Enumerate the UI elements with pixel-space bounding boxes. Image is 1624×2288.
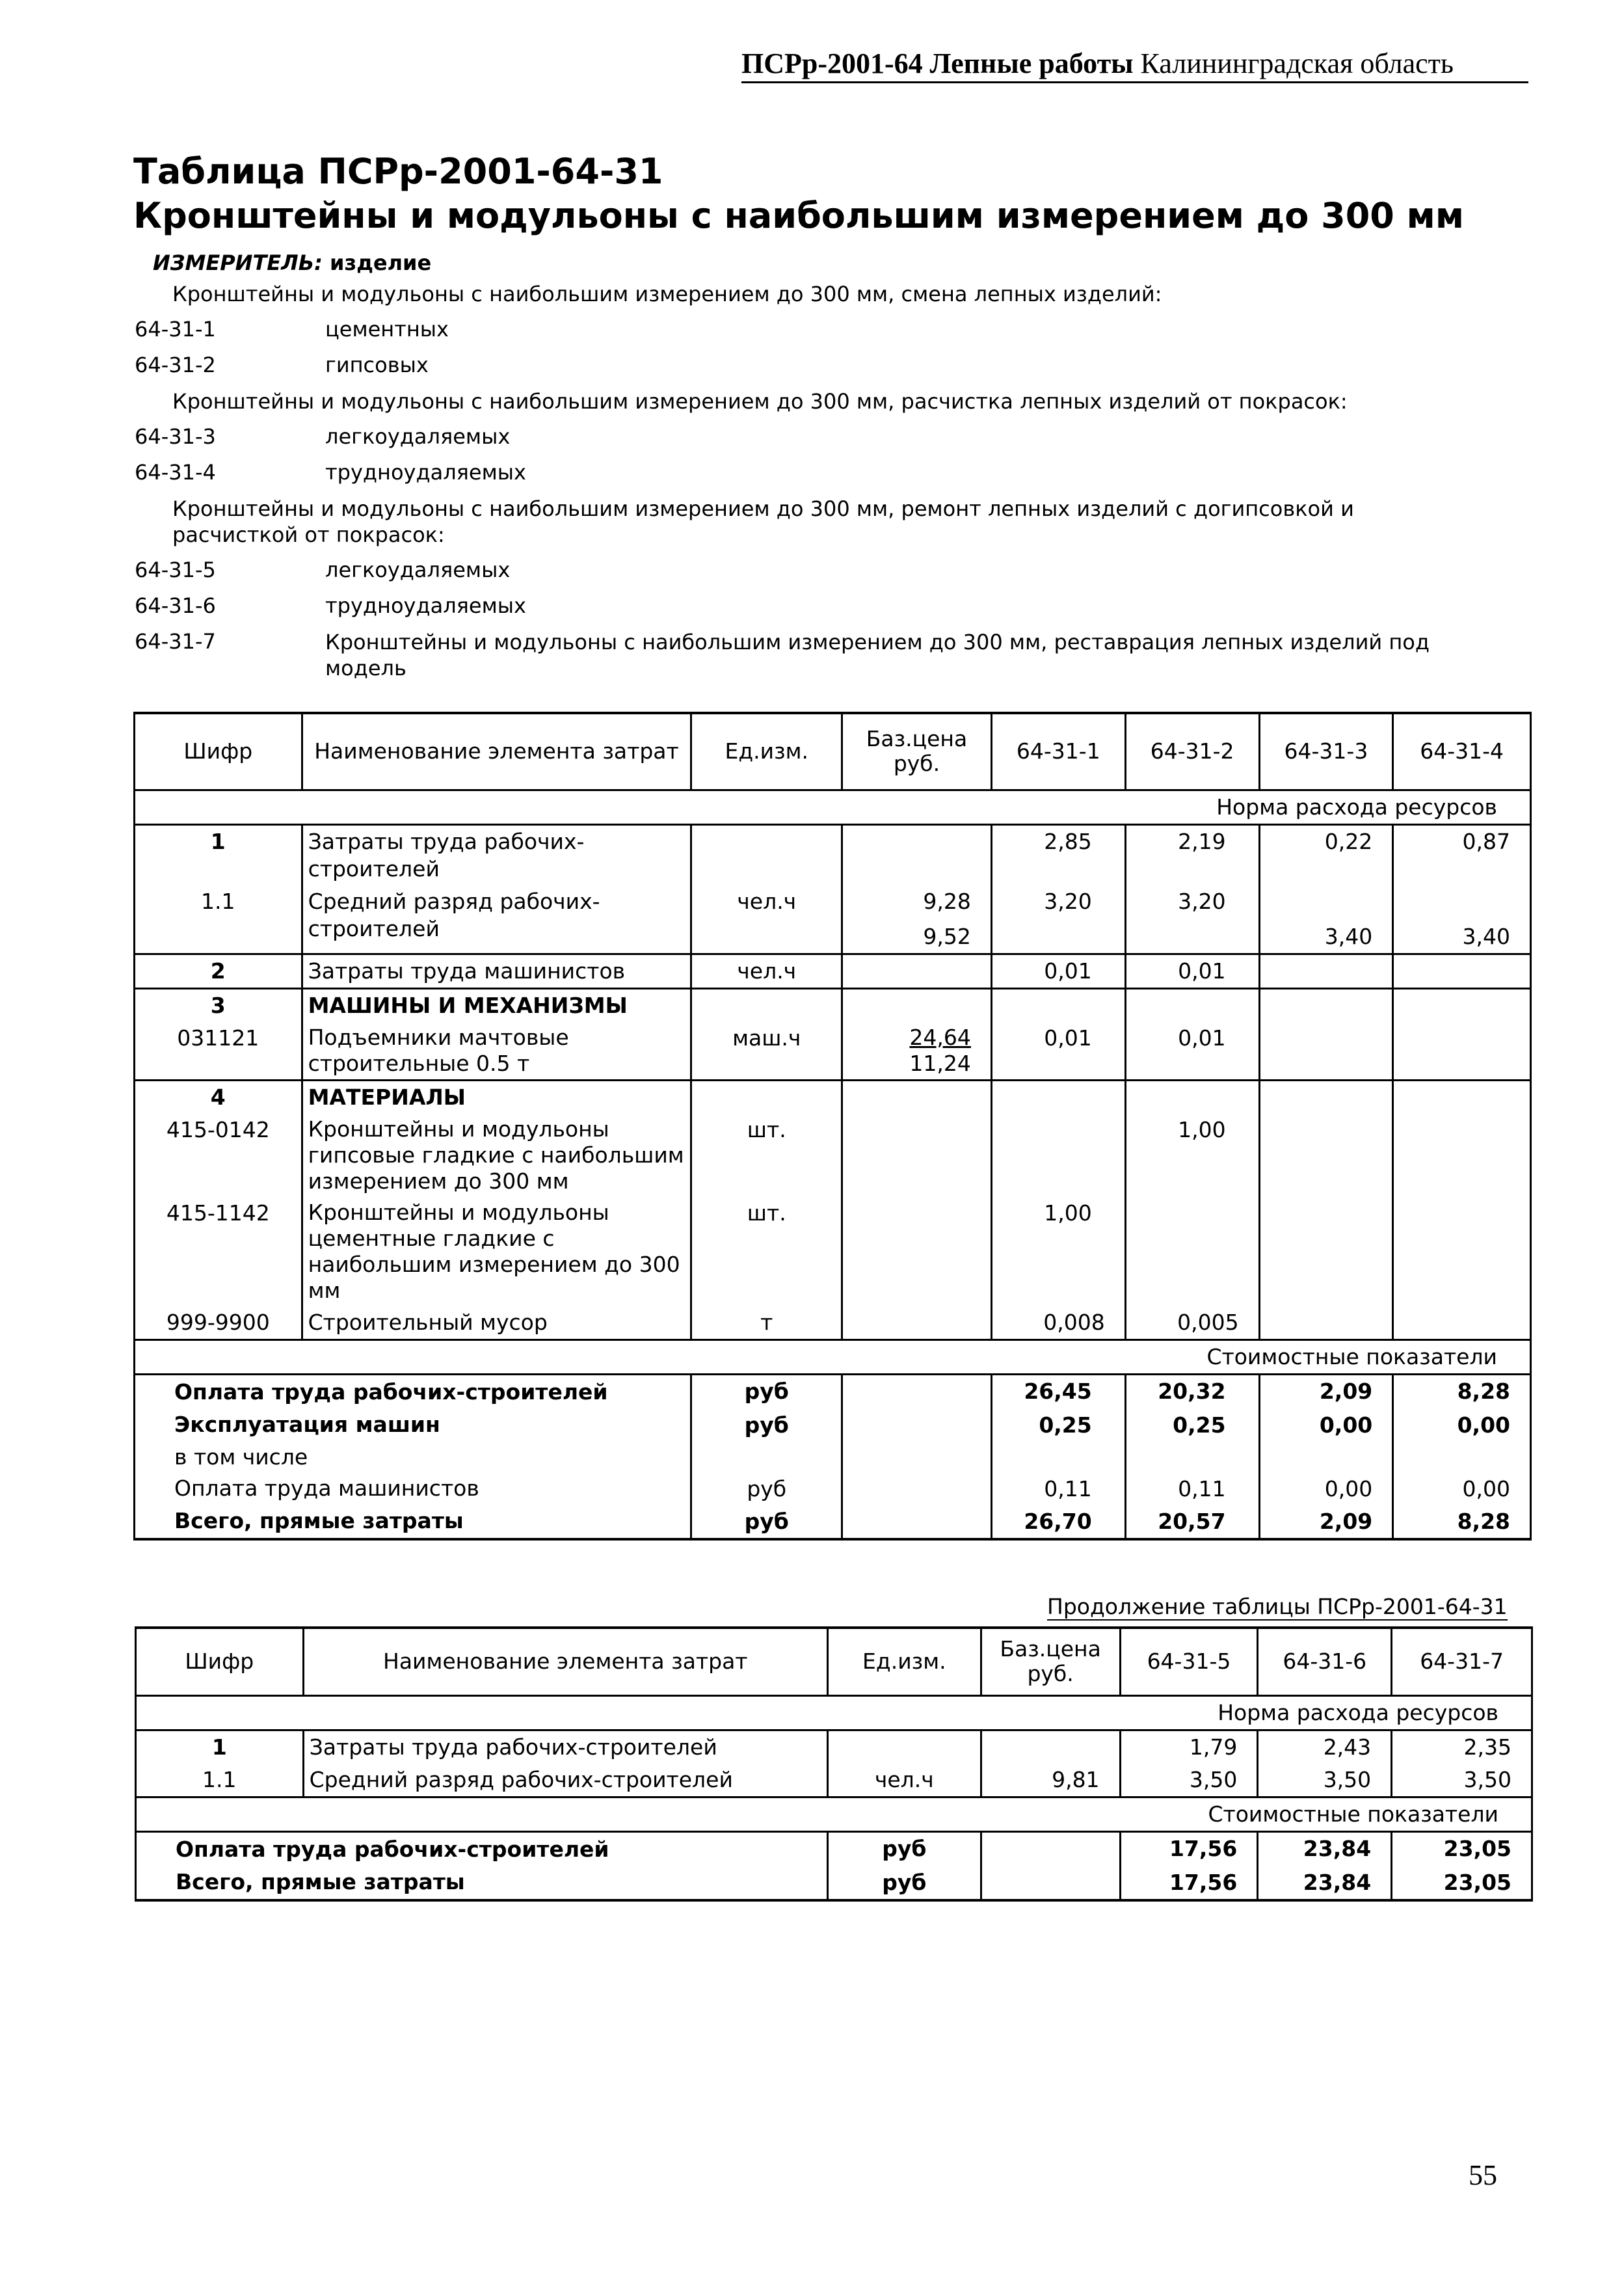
row-value: 3,50 [1392,1764,1532,1797]
item-name: Кронштейны и модульоны с наибольшим измерением до 300 мм, реставрация лепных изделий под модель [325,630,1430,680]
header-unit: Ед.изм. [827,1628,981,1695]
row-value: 3,40 [1259,885,1393,954]
row-value: 1,79 [1120,1730,1258,1764]
item-name: гипсовых [325,353,429,377]
item-code: 64-31-2 [135,353,216,377]
row-value: 0,01 [991,954,1125,988]
table-row [135,1197,1531,1306]
cost-value: 2,09 [1259,1505,1393,1539]
cost-row [135,1409,1531,1442]
header-region: Калининградская область [1140,47,1454,79]
header-section: Лепные работы [929,47,1134,79]
row-name: Затраты труда рабочих-строителей [302,824,691,885]
cost-value: 23,05 [1392,1866,1532,1900]
row-code: 1 [135,824,302,885]
group-description-3: Кронштейны и модульоны с наибольшим измерением до 300 мм, ремонт лепных изделий с догипсовкой и расчисткой от покрасок: [172,496,1354,547]
cost-value: 0,11 [1125,1473,1259,1505]
cost-value: 0,11 [991,1473,1125,1505]
row-name: МАТЕРИАЛЫ [302,1080,691,1114]
row-code: 3 [135,988,302,1022]
row-name: Затраты труда машинистов [302,954,691,988]
table-row [135,954,1531,988]
cost-row [135,1442,1531,1473]
cost-value: 26,70 [991,1505,1125,1539]
measure-label: ИЗМЕРИТЕЛЬ: [153,250,323,275]
table-row [135,988,1531,1022]
cost-row [135,1473,1531,1505]
header-price: Баз.цена руб. [981,1628,1120,1695]
page-number: 55 [1469,2159,1497,2191]
table-row [136,1764,1532,1797]
row-code: 415-1142 [135,1197,302,1306]
row-value: 0,22 [1259,824,1393,885]
cost-label: Стоимостные показатели [135,1339,1531,1374]
cost-value: 26,45 [991,1374,1125,1409]
row-value: 0,008 [991,1306,1125,1340]
row-value: 0,005 [1125,1306,1259,1340]
cost-name: Оплата труда рабочих-строителей [136,1831,828,1866]
continuation-label: Продолжение таблицы ПСРр-2001-64-31 [1047,1594,1508,1619]
price-value: 9,52 [923,923,971,949]
cost-value: 0,00 [1259,1409,1393,1442]
row-name: Кронштейны и модульоны гипсовые гладкие с наибольшим измерением до 300 мм [302,1114,691,1197]
cost-value: 20,32 [1125,1374,1259,1409]
price-value: 11,24 [909,1050,971,1076]
row-name: Средний разряд рабочих-строителей [303,1764,827,1797]
cost-label-row [136,1797,1532,1831]
row-value: 3,20 [1125,885,1259,954]
row-value: 0,87 [1393,824,1531,885]
row-value: 2,35 [1392,1730,1532,1764]
item-code: 64-31-1 [135,317,216,342]
group-description-2: Кронштейны и модульоны с наибольшим измерением до 300 мм, расчистка лепных изделий от покрасок: [172,389,1348,414]
table-row [135,1114,1531,1197]
cost-name: Всего, прямые затраты [136,1866,828,1900]
header-name: Наименование элемента затрат [303,1628,827,1695]
row-price [842,954,992,988]
table-subtitle: Кронштейны и модульоны с наибольшим измерением до 300 мм [133,195,1464,236]
cost-value: 8,28 [1393,1374,1531,1409]
row-value: 3,50 [1120,1764,1258,1797]
header-col: 64-31-4 [1393,713,1531,790]
row-code: 4 [135,1080,302,1114]
row-unit: т [691,1306,842,1340]
item-name: цементных [325,317,449,342]
table-header-row [136,1628,1532,1695]
table-header-row [135,713,1531,790]
cost-value: 17,56 [1120,1831,1258,1866]
cost-value: 23,05 [1392,1831,1532,1866]
row-unit: маш.ч [691,1022,842,1081]
cost-unit: руб [691,1505,842,1539]
row-price: 9,81 [981,1764,1120,1797]
norm-label-row [136,1695,1532,1730]
item-code: 64-31-3 [135,424,216,449]
row-code: 031121 [135,1022,302,1081]
cost-value: 0,25 [991,1409,1125,1442]
row-value: 3,50 [1258,1764,1392,1797]
row-unit: шт. [691,1114,842,1197]
table-row [135,885,1531,954]
cost-name: в том числе [135,1442,691,1473]
cost-value: 0,00 [1393,1473,1531,1505]
cost-value: 8,28 [1393,1505,1531,1539]
item-code: 64-31-6 [135,593,216,618]
running-header [741,47,1528,83]
cost-row [135,1505,1531,1539]
cost-label-row [135,1339,1531,1374]
row-name: Кронштейны и модульоны цементные гладкие с наибольшим измерением до 300 мм [302,1197,691,1306]
measure-value: изделие [330,250,432,275]
row-code: 1.1 [135,885,302,954]
cost-unit: руб [691,1409,842,1442]
header-code: ПСРр-2001-64 [741,47,923,79]
row-value [1393,954,1531,988]
cost-value: 20,57 [1125,1505,1259,1539]
row-code: 1 [136,1730,304,1764]
header-col: 64-31-1 [991,713,1125,790]
price-value: 24,64 [909,1024,971,1050]
row-value: 2,19 [1125,824,1259,885]
header-name: Наименование элемента затрат [302,713,691,790]
header-col: 64-31-2 [1125,713,1259,790]
cost-unit: руб [827,1831,981,1866]
cost-value: 0,00 [1393,1409,1531,1442]
measure-line [153,250,431,275]
cost-name: Эксплуатация машин [135,1409,691,1442]
row-value: 0,01 [1125,954,1259,988]
cost-unit: руб [691,1374,842,1409]
row-value: 1,00 [1125,1114,1259,1197]
cost-value: 23,84 [1258,1831,1392,1866]
header-col: 64-31-3 [1259,713,1393,790]
row-code: 1.1 [136,1764,304,1797]
header-col: 64-31-5 [1120,1628,1258,1695]
item-code: 64-31-7 [135,629,216,654]
header-unit: Ед.изм. [691,713,842,790]
row-code: 2 [135,954,302,988]
row-unit: чел.ч [691,885,842,954]
row-price [842,824,992,885]
cost-row [136,1866,1532,1900]
cost-value: 0,00 [1259,1473,1393,1505]
cost-value: 17,56 [1120,1866,1258,1900]
header-col: 64-31-7 [1392,1628,1532,1695]
row-name: Строительный мусор [302,1306,691,1340]
row-value: 1,00 [991,1197,1125,1306]
table-title: Таблица ПСРр-2001-64-31 [133,151,663,192]
cost-unit: руб [827,1866,981,1900]
row-name: Средний разряд рабочих-строителей [302,885,691,954]
row-name: Затраты труда рабочих-строителей [303,1730,827,1764]
norm-label-row [135,790,1531,824]
row-unit: чел.ч [827,1764,981,1797]
row-unit: чел.ч [691,954,842,988]
table-row [135,824,1531,885]
price-value: 9,28 [923,888,971,914]
table-row [135,1080,1531,1114]
row-value: 3,40 [1393,885,1531,954]
row-price [842,1022,992,1081]
row-value: 0,01 [991,1022,1125,1081]
item-name: трудноудаляемых [325,460,526,485]
cost-value: 2,09 [1259,1374,1393,1409]
item-code: 64-31-4 [135,460,216,485]
item-name: легкоудаляемых [325,558,511,582]
resource-table-main [133,712,1532,1541]
row-unit: шт. [691,1197,842,1306]
item-name: трудноудаляемых [325,593,526,618]
cost-row [135,1374,1531,1409]
group-description-1: Кронштейны и модульоны с наибольшим измерением до 300 мм, смена лепных изделий: [172,282,1162,306]
header-col: 64-31-6 [1258,1628,1392,1695]
cost-value: 0,25 [1125,1409,1259,1442]
row-price [842,885,992,954]
resource-table-continuation [135,1626,1533,1902]
row-code: 999-9900 [135,1306,302,1340]
cost-value: 23,84 [1258,1866,1392,1900]
cost-name: Оплата труда рабочих-строителей [135,1374,691,1409]
row-unit [691,824,842,885]
row-value: 2,43 [1258,1730,1392,1764]
row-value: 2,85 [991,824,1125,885]
cost-name: Всего, прямые затраты [135,1505,691,1539]
row-name: МАШИНЫ И МЕХАНИЗМЫ [302,988,691,1022]
cost-name: Оплата труда машинистов [135,1473,691,1505]
row-value: 0,01 [1125,1022,1259,1081]
row-value [1259,954,1393,988]
header-price: Баз.цена руб. [842,713,992,790]
cost-label: Стоимостные показатели [136,1797,1532,1831]
table-row [135,1306,1531,1340]
item-name: легкоудаляемых [325,424,511,449]
row-code: 415-0142 [135,1114,302,1197]
cost-row [136,1831,1532,1866]
table-row [135,1022,1531,1081]
header-code: Шифр [135,713,302,790]
item-code: 64-31-5 [135,558,216,582]
table-row [136,1730,1532,1764]
row-name: Подъемники мачтовые строительные 0.5 т [302,1022,691,1081]
cost-unit: руб [691,1473,842,1505]
norm-label: Норма расхода ресурсов [136,1695,1532,1730]
row-value: 3,20 [991,885,1125,954]
norm-label: Норма расхода ресурсов [135,790,1531,824]
header-code: Шифр [136,1628,304,1695]
